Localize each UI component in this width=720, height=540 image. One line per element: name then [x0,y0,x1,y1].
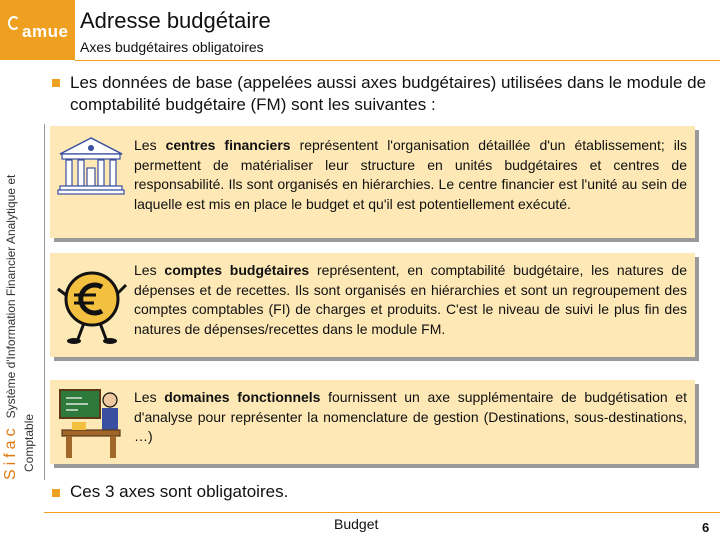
header-divider [75,60,720,61]
page-number: 6 [702,520,710,535]
info-box-domaines-fonctionnels [50,380,695,464]
intro-paragraph: Les données de base (appelées aussi axes budgétaires) utilisées dans le module de comptabilité budgétaire (FM) sont les suivantes : [70,73,707,114]
amue-logo [0,0,75,60]
vertical-sidebar-caption [0,100,48,480]
sidebar-line1: Système d'Information Financier Analytique et [4,174,18,419]
bullet-square-icon [52,489,60,497]
term-centres-financiers: centres financiers [165,137,291,153]
euro-character-icon [56,265,128,350]
building-icon [56,134,126,201]
box-text-domaines-fonctionnels: Les domaines fonctionnels fournissent un axe supplémentaire de budgétisation et d'analyse pour représenter la nomenclature de gestion (Destinations, sous-destinations, …) [134,389,687,444]
sidebar-line2: Comptable [22,413,36,472]
bullet-square-icon [52,79,60,87]
sidebar-brand: Sifac [2,424,19,480]
sidebar-rule [44,124,45,480]
info-box-centres-financiers [50,126,695,238]
teacher-desk-icon [56,386,126,467]
outro-paragraph: Ces 3 axes sont obligatoires. [70,482,289,501]
box-text-comptes-budgetaires: Les comptes budgétaires représentent, en comptabilité budgétaire, les natures de dépenses et de recettes. Ils sont organisés en hiérarchies et sont un regroupement des comptes comptables (FI) de charges et produits. C'est le niveau de suivi le plus fin des natures de dépenses/recettes dans le module FM. [134,262,687,337]
info-box-comptes-budgetaires [50,253,695,357]
term-domaines-fonctionnels: domaines fonctionnels [164,389,321,405]
term-comptes-budgetaires: comptes budgétaires [164,262,310,278]
box-text-centres-financiers: Les centres financiers représentent l'organisation détaillée d'un établissement; ils permettent de matérialiser leur structure en unités budgétaires et centres de responsabilité. Ils sont organisés en hiérarchies. Le centre financier est l'unité au sein de laquelle est mis en place le budget et qu'il est potentiellement exécuté. [134,137,687,212]
logo-text: amue [22,22,69,41]
page-subtitle: Axes budgétaires obligatoires [80,39,264,55]
footer-label: Budget [334,516,379,532]
page-title: Adresse budgétaire [80,8,271,33]
footer-divider [44,512,720,513]
logo-swirl-icon [8,16,20,30]
